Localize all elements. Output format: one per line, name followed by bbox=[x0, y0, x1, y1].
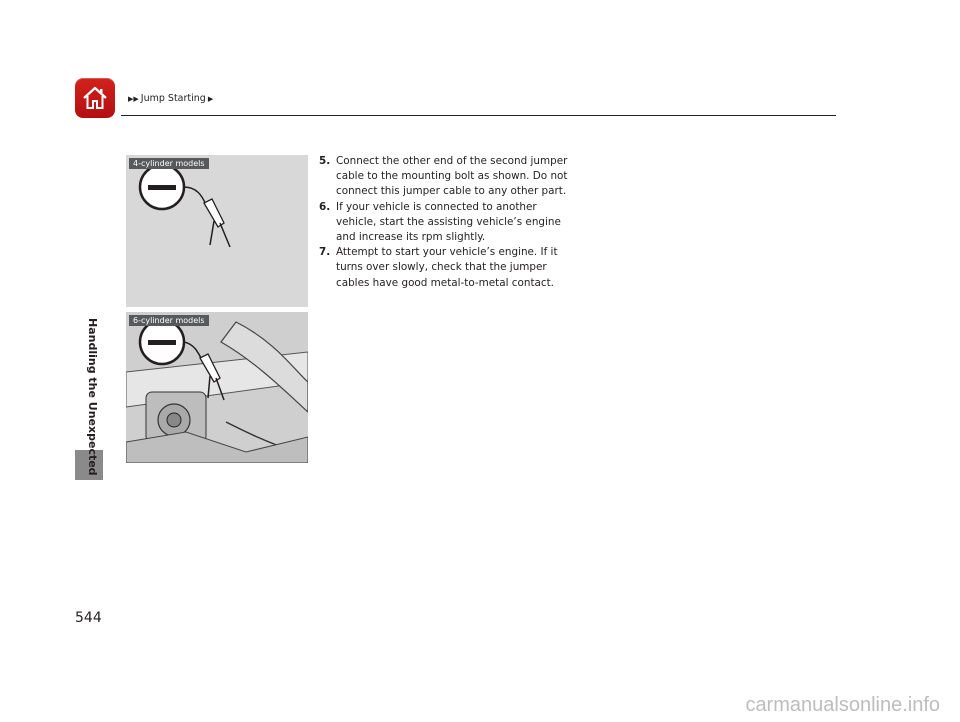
figure-4-cylinder bbox=[126, 155, 308, 307]
step-text: If your vehicle is connected to another vehicle, start the assisting vehicle’s engine and increase its rpm slightly. bbox=[336, 200, 561, 244]
engine-illustration-4cyl bbox=[126, 155, 308, 307]
home-icon bbox=[81, 84, 109, 112]
step-item bbox=[319, 245, 569, 291]
step-item bbox=[319, 154, 569, 200]
step-text: Attempt to start your vehicle’s engine. If it turns over slowly, check that the jumper cables have good metal-to-metal contact. bbox=[336, 246, 558, 289]
step-item bbox=[319, 200, 569, 246]
step-text: Connect the other end of the second jumper cable to the mounting bolt as shown. Do not connect this jumper cable to any other part. bbox=[336, 155, 568, 198]
breadcrumb-link[interactable]: Jump Starting bbox=[140, 93, 206, 104]
breadcrumb-arrow-icon: ▶▶ bbox=[128, 94, 139, 103]
section-title: Handling the Unexpected bbox=[86, 318, 99, 476]
header-rule bbox=[121, 115, 836, 116]
home-button[interactable] bbox=[75, 78, 115, 118]
breadcrumb bbox=[128, 93, 213, 104]
figure-label: 6-cylinder models bbox=[129, 315, 209, 326]
watermark: carmanualsonline.info bbox=[745, 694, 940, 716]
figure-6-cylinder bbox=[126, 312, 308, 463]
instruction-steps bbox=[319, 154, 569, 291]
page-number: 544 bbox=[75, 610, 102, 626]
engine-illustration-6cyl bbox=[126, 312, 308, 463]
step-number: 5. bbox=[319, 155, 331, 167]
breadcrumb-arrow-icon: ▶ bbox=[207, 94, 214, 103]
step-number: 7. bbox=[319, 246, 331, 259]
figure-label: 4-cylinder models bbox=[129, 158, 209, 169]
step-number: 6. bbox=[319, 200, 331, 213]
